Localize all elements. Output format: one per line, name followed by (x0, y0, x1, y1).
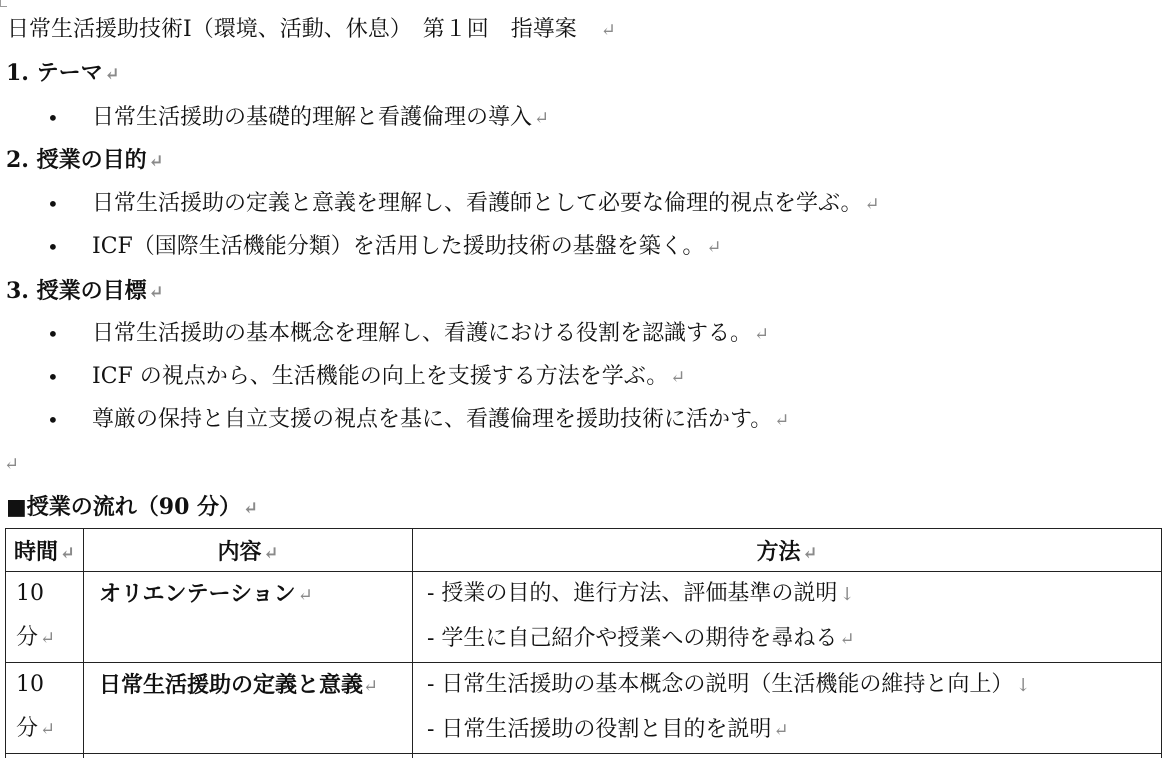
time-cell[interactable] (6, 572, 84, 663)
method-cell[interactable] (413, 663, 1162, 754)
paragraph-mark-icon: ↵ (263, 542, 279, 564)
paragraph-mark-icon: ↵ (40, 628, 56, 649)
paragraph-mark-icon: ↵ (600, 20, 616, 41)
paragraph-mark-icon: ↵ (773, 720, 789, 741)
list-item-text: 日常生活援助の基礎的理解と看護倫理の導入 (92, 105, 533, 130)
method-text: - 日常生活援助の基本概念の説明（生活機能の維持と向上） (427, 672, 1014, 697)
list-item[interactable] (92, 104, 549, 133)
paragraph-mark-icon: ↵ (670, 367, 686, 388)
paragraph-mark-icon: ↵ (754, 324, 770, 345)
paragraph-mark-icon: ↵ (706, 237, 722, 258)
section-heading-text: 1. テーマ (6, 60, 103, 86)
header-cell-method[interactable] (413, 529, 1162, 572)
paragraph-mark-icon: ↵ (40, 719, 56, 740)
time-unit: 分 (16, 625, 39, 650)
time-value: 10 (16, 672, 44, 697)
method-line (427, 663, 1161, 708)
method-line (427, 708, 1161, 753)
header-text: 方法 (756, 538, 801, 565)
list-item[interactable] (92, 233, 721, 262)
table-header-row (6, 529, 1162, 572)
paragraph-mark-icon: ↵ (534, 108, 550, 129)
time-cell[interactable] (6, 754, 84, 758)
paragraph-mark-icon: ↵ (148, 282, 164, 303)
bullet-icon: • (47, 365, 59, 389)
time-unit-line (16, 707, 83, 752)
list-item[interactable] (92, 406, 789, 435)
bullet-icon: • (47, 192, 59, 216)
list-item[interactable] (92, 363, 685, 392)
paragraph-mark-icon: ↵ (148, 151, 164, 172)
list-item[interactable] (92, 190, 880, 219)
section-heading-theme[interactable] (6, 59, 120, 89)
page-corner-mark (0, 0, 7, 7)
paragraph-mark-icon: ↵ (104, 64, 120, 85)
content-text: 日常生活援助の定義と意義 (99, 672, 364, 698)
time-value: 10 (16, 581, 44, 606)
bullet-icon: • (47, 235, 59, 259)
header-cell-content[interactable] (84, 529, 413, 572)
content-cell[interactable] (84, 754, 413, 758)
paragraph-mark-icon: ↵ (839, 629, 855, 650)
document-title[interactable] (7, 16, 616, 45)
line-break-icon: ↓ (1015, 675, 1031, 696)
bullet-icon: • (47, 106, 59, 130)
method-line (427, 617, 1161, 662)
list-item-text: ICF の視点から、生活機能の向上を支援する方法を学ぶ。 (92, 364, 669, 389)
line-break-icon: ↓ (839, 584, 855, 605)
time-cell[interactable] (6, 663, 84, 754)
method-line (427, 572, 1161, 617)
method-text: - 学生に自己紹介や授業への期待を尋ねる (427, 626, 838, 651)
lesson-flow-table (5, 528, 1162, 758)
header-text: 内容 (217, 538, 262, 565)
flow-heading-text: ■授業の流れ（90 分） (6, 494, 242, 520)
bullet-icon: • (47, 408, 59, 432)
list-item-text: 尊厳の保持と自立支援の視点を基に、看護倫理を援助技術に活かす。 (92, 407, 773, 432)
bullet-icon: • (47, 322, 59, 346)
list-item-text: 日常生活援助の基本概念を理解し、看護における役割を認識する。 (92, 321, 753, 346)
time-unit-line (16, 616, 83, 661)
table-row (6, 663, 1162, 754)
content-line (99, 572, 412, 618)
section-heading-text: 3. 授業の目標 (6, 278, 147, 304)
paragraph-mark-icon: ↵ (297, 585, 313, 606)
paragraph-mark-icon: ↵ (59, 542, 76, 564)
method-cell[interactable] (413, 572, 1162, 663)
paragraph-mark-icon: ↵ (4, 454, 20, 475)
header-text: 時間 (13, 538, 58, 565)
paragraph-mark-icon: ↵ (243, 498, 259, 519)
section-heading-purpose[interactable] (6, 146, 164, 176)
method-cell[interactable] (413, 754, 1162, 758)
header-cell-time[interactable] (6, 529, 84, 572)
document-title-text: 日常生活援助技術Ⅰ（環境、活動、休息） 第１回 指導案 (7, 17, 577, 42)
flow-heading[interactable] (6, 493, 258, 523)
paragraph-mark-icon: ↵ (864, 194, 880, 215)
list-item[interactable] (92, 320, 769, 349)
list-item-text: 日常生活援助の定義と意義を理解し、看護師として必要な倫理的視点を学ぶ。 (92, 191, 863, 216)
empty-paragraph[interactable] (4, 450, 19, 479)
table-row (6, 572, 1162, 663)
content-text: オリエンテーション (99, 581, 296, 607)
time-unit: 分 (16, 716, 39, 741)
section-heading-goals[interactable] (6, 277, 164, 307)
list-item-text: ICF（国際生活機能分類）を活用した援助技術の基盤を築く。 (92, 234, 705, 259)
content-cell[interactable] (84, 663, 413, 754)
paragraph-mark-icon: ↵ (802, 542, 818, 564)
method-text: - 日常生活援助の役割と目的を説明 (427, 717, 772, 742)
paragraph-mark-icon: ↵ (774, 410, 790, 431)
paragraph-mark-icon: ↵ (363, 676, 379, 697)
method-text: - 授業の目的、進行方法、評価基準の説明 (427, 581, 838, 606)
content-line (99, 663, 412, 709)
table-row (6, 754, 1162, 758)
section-heading-text: 2. 授業の目的 (6, 147, 147, 173)
content-cell[interactable] (84, 572, 413, 663)
